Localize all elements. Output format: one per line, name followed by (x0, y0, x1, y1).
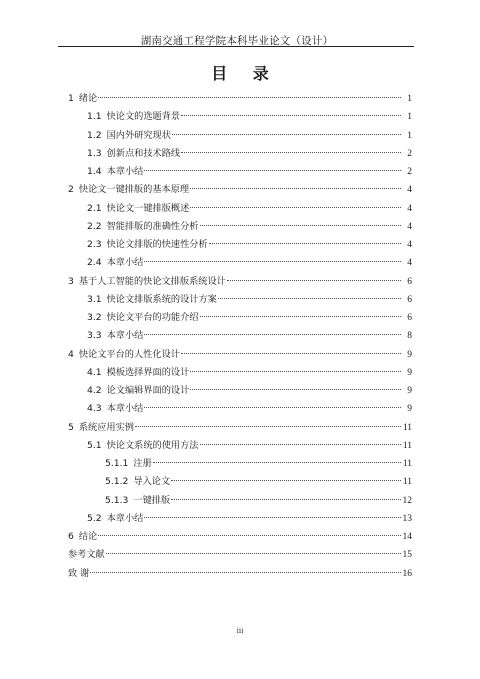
toc-entry-number: 3.3 (87, 330, 102, 342)
toc-entry-number: 2.2 (87, 220, 102, 232)
toc-entry-number: 1.3 (87, 147, 102, 159)
toc-entry[interactable] (68, 364, 412, 382)
toc-entry-page: 16 (402, 568, 412, 579)
toc-entry-number: 2.3 (87, 239, 102, 250)
toc-entry-page: 9 (407, 404, 412, 415)
toc-entry-number: 6 (68, 531, 74, 542)
toc-entry[interactable] (68, 127, 412, 145)
toc-entry-title: 本章小结 (106, 166, 144, 177)
toc-entry[interactable] (68, 419, 412, 437)
dot-leader (190, 188, 401, 189)
toc-entry[interactable] (68, 218, 412, 236)
toc-entry[interactable] (68, 510, 412, 528)
toc-entry-title: 快论文平台的功能介绍 (106, 312, 199, 323)
toc-entry-title: 致 谢 (68, 567, 90, 579)
toc-entry-page: 11 (402, 422, 412, 433)
toc-entry[interactable] (68, 382, 412, 400)
toc-entry-number: 3 (68, 275, 74, 287)
dot-leader (190, 371, 401, 372)
toc-entry-page: 11 (402, 440, 412, 451)
dot-leader (200, 316, 402, 317)
toc-entry-number: 2 (68, 184, 74, 196)
toc-entry-title: 国内外研究现状 (106, 129, 171, 141)
toc-entry-page: 9 (407, 386, 412, 396)
toc-entry[interactable] (68, 546, 412, 564)
toc-entry-title: 创新点和技术路线 (106, 147, 181, 159)
running-header: 湖南交通工程学院本科毕业论文（设计） (140, 35, 334, 47)
toc-entry[interactable] (68, 346, 412, 364)
toc-entry-title: 快论文排版的快速性分析 (106, 239, 208, 250)
dot-leader (106, 553, 401, 554)
toc-entry[interactable] (68, 236, 412, 254)
toc-entry-number: 3.1 (87, 293, 102, 305)
toc-entry[interactable] (68, 181, 412, 199)
toc-entry-number: 1.1 (87, 111, 102, 123)
toc-entry-number: 1.4 (87, 166, 102, 177)
dot-leader (171, 480, 401, 481)
toc-entry-title: 本章小结 (106, 512, 144, 524)
dot-leader (144, 407, 401, 408)
toc-entry-number: 4.1 (87, 366, 102, 378)
dot-leader (144, 334, 401, 335)
toc-entry-title: 注册 (133, 458, 152, 469)
toc-entry[interactable] (68, 528, 412, 546)
toc-entry[interactable] (68, 90, 412, 108)
toc-entry-page: 6 (407, 276, 412, 287)
toc-entry-page: 1 (407, 130, 412, 141)
toc-entry[interactable] (68, 200, 412, 218)
toc-entry-number: 5.1.3 (105, 494, 129, 506)
toc-entry-title: 本章小结 (106, 330, 144, 342)
dot-leader (190, 389, 401, 390)
toc-entry-page: 11 (402, 459, 412, 469)
toc-entry-title: 快论文一键排版概述 (106, 202, 190, 214)
dot-leader (181, 353, 401, 354)
header-rule (58, 46, 414, 47)
toc-entry-page: 11 (402, 477, 412, 488)
toc-entry[interactable] (68, 473, 412, 491)
toc-entry-number: 2.1 (87, 202, 102, 214)
dot-leader (98, 97, 401, 98)
toc-entry-number: 2.4 (87, 257, 102, 269)
toc-entry-page: 6 (407, 294, 412, 305)
toc-entry-page: 13 (402, 513, 412, 524)
toc-entry[interactable] (68, 400, 412, 418)
toc-entry-title: 快论文排版系统的设计方案 (106, 293, 217, 305)
table-of-contents (68, 90, 412, 583)
toc-entry-title: 本章小结 (106, 257, 144, 269)
toc-entry-page: 9 (407, 367, 412, 378)
dot-leader (200, 225, 402, 226)
toc-entry-title: 参考文献 (68, 549, 105, 561)
toc-entry-title: 本章小结 (106, 403, 144, 415)
toc-entry-title: 基于人工智能的快论文排版系统设计 (78, 275, 226, 287)
dot-leader (181, 152, 401, 153)
toc-entry[interactable] (68, 327, 412, 345)
toc-entry-number: 5.1.1 (105, 458, 129, 469)
toc-entry-number: 5.2 (87, 512, 102, 524)
toc-entry-page: 2 (407, 148, 412, 159)
toc-entry-page: 15 (402, 550, 412, 561)
toc-entry[interactable] (68, 163, 412, 181)
toc-title: 目 录 (211, 64, 279, 83)
toc-entry-page: 4 (407, 240, 412, 250)
toc-entry[interactable] (68, 254, 412, 272)
toc-entry[interactable] (68, 108, 412, 126)
toc-entry-number: 4.2 (87, 385, 102, 396)
toc-entry-page: 12 (402, 495, 412, 506)
toc-entry-number: 3.2 (87, 312, 102, 323)
dot-leader (218, 298, 401, 299)
toc-entry-number: 4.3 (87, 403, 102, 415)
dot-leader (200, 444, 402, 445)
toc-entry-title: 快论文平台的人性化设计 (78, 348, 180, 360)
toc-entry-number: 1 (68, 93, 74, 104)
toc-entry[interactable] (68, 145, 412, 163)
toc-entry[interactable] (68, 437, 412, 455)
toc-entry-page: 1 (407, 112, 412, 123)
toc-entry-page: 4 (407, 221, 412, 232)
toc-entry[interactable] (68, 492, 412, 510)
toc-entry[interactable] (68, 455, 412, 473)
dot-leader (144, 517, 401, 518)
dot-leader (144, 261, 401, 262)
toc-entry-page: 2 (407, 167, 412, 177)
dot-leader (153, 462, 401, 463)
toc-entry-title: 模板选择界面的设计 (106, 366, 190, 378)
toc-entry-number: 5.1 (87, 439, 102, 451)
dot-leader (209, 243, 401, 244)
toc-entry-number: 5.1.2 (105, 476, 129, 488)
toc-entry-page: 9 (407, 349, 412, 360)
toc-entry-title: 一键排版 (133, 494, 171, 506)
toc-entry-title: 系统应用实例 (78, 421, 134, 433)
toc-entry[interactable] (68, 565, 412, 583)
toc-entry-number: 4 (68, 348, 74, 360)
page-number: iii (236, 627, 244, 635)
toc-entry-page: 4 (407, 258, 412, 269)
toc-entry-title: 结论 (78, 531, 98, 542)
dot-leader (172, 134, 401, 135)
toc-entry[interactable] (68, 291, 412, 309)
dot-leader (144, 170, 401, 171)
toc-entry[interactable] (68, 273, 412, 291)
dot-leader (181, 115, 401, 116)
toc-entry-title: 快论文的选题背景 (106, 111, 181, 123)
toc-entry-page: 6 (407, 313, 412, 323)
toc-entry-title: 智能排版的准确性分析 (106, 220, 199, 232)
toc-entry-number: 1.2 (87, 129, 102, 141)
toc-entry-title: 快论文一键排版的基本原理 (78, 184, 190, 196)
toc-entry[interactable] (68, 309, 412, 327)
toc-entry-title: 导入论文 (133, 476, 171, 488)
toc-entry-page: 14 (402, 532, 412, 542)
toc-entry-page: 1 (407, 94, 412, 104)
toc-entry-page: 4 (407, 203, 412, 214)
dot-leader (227, 280, 401, 281)
dot-leader (98, 535, 401, 536)
toc-entry-number: 5 (68, 421, 74, 433)
dot-leader (171, 499, 401, 500)
dot-leader (90, 572, 401, 573)
dot-leader (135, 426, 401, 427)
toc-entry-title: 绪论 (78, 93, 98, 104)
toc-entry-title: 论文编辑界面的设计 (106, 385, 190, 396)
toc-entry-title: 快论文系统的使用方法 (106, 439, 199, 451)
dot-leader (190, 207, 401, 208)
toc-entry-page: 4 (407, 185, 412, 196)
toc-entry-page: 8 (407, 331, 412, 342)
